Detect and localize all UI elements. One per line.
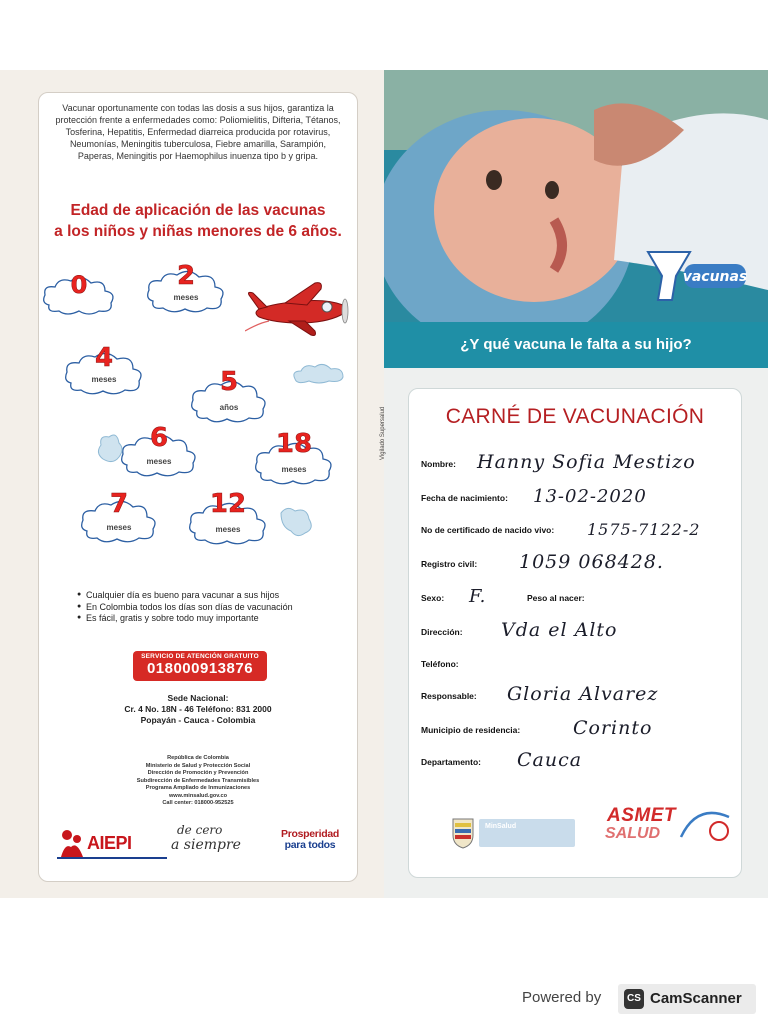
right-panel xyxy=(380,70,768,898)
age-unit-2: meses xyxy=(173,293,199,302)
field-row-nombre xyxy=(421,445,733,475)
age-unit-18: meses xyxy=(281,465,307,474)
asmet-text: ASMET xyxy=(607,805,676,826)
age-number-5: 5 xyxy=(219,367,239,397)
field-label: Departamento: xyxy=(421,757,481,767)
service-label: SERVICIO DE ATENCIÓN GRATUITO xyxy=(141,653,259,660)
age-cloud-0 xyxy=(39,271,119,319)
ministry-info xyxy=(49,755,347,808)
minsalud-text: MinSalud xyxy=(485,823,517,830)
field-value-responsable: Gloria Alvarez xyxy=(507,683,659,705)
age-number-6: 6 xyxy=(149,423,169,453)
scanned-brochure xyxy=(0,70,768,898)
prosperidad-logo xyxy=(277,829,343,851)
list-item: ● Cualquier día es bueno para vacunar a sus hijos xyxy=(77,590,347,602)
field-label-peso: Peso al nacer: xyxy=(527,593,585,603)
free-service-box xyxy=(133,651,267,681)
asmet-swoosh-icon xyxy=(677,807,733,847)
camscanner-watermark xyxy=(518,984,758,1016)
age-number-2: 2 xyxy=(176,261,196,291)
field-row-direccion xyxy=(421,613,733,643)
field-value-municipio: Corinto xyxy=(573,717,653,739)
age-unit-12: meses xyxy=(215,525,241,534)
colombia-shield-icon xyxy=(451,817,475,849)
field-row-certificado xyxy=(421,511,733,541)
ministry-line: Subdirección de Enfermedades Transmisibles xyxy=(136,777,260,784)
field-row-sexo xyxy=(421,579,733,609)
airplane-icon xyxy=(245,279,355,339)
field-row-fecha xyxy=(421,479,733,509)
field-label: Municipio de residencia: xyxy=(421,725,521,735)
aiepi-logo xyxy=(57,827,155,863)
field-label: Nombre: xyxy=(421,459,456,469)
salud-text: SALUD xyxy=(605,825,661,842)
field-row-registro xyxy=(421,545,733,575)
service-phone: 018000913876 xyxy=(146,660,254,677)
field-value-departamento: Cauca xyxy=(517,749,583,771)
camscanner-brand: CamScanner xyxy=(650,990,742,1007)
asmet-salud-logo xyxy=(603,805,735,859)
aiepi-text: AIEPI xyxy=(87,833,132,853)
camscanner-badge xyxy=(618,984,756,1014)
age-unit-5: años xyxy=(219,403,239,412)
cero-line-1: de cero xyxy=(177,823,223,837)
field-row-responsable xyxy=(421,677,733,707)
field-value-direccion: Vda el Alto xyxy=(501,619,618,641)
age-cloud-4 xyxy=(61,345,147,399)
age-number-7: 7 xyxy=(109,489,129,519)
small-cloud-decoration xyxy=(289,361,349,385)
sede-title: Sede Nacional: xyxy=(167,693,229,703)
minsalud-bar xyxy=(479,819,575,847)
vaccination-card xyxy=(408,388,742,878)
field-label: Responsable: xyxy=(421,691,477,701)
age-title-line-2: a los niños y niñas menores de 6 años. xyxy=(54,222,342,240)
supersalud-vertical: Vigilado Supersalud xyxy=(380,406,386,460)
field-label: Registro civil: xyxy=(421,559,478,569)
age-unit-4: meses xyxy=(91,375,117,384)
vacunas-badge xyxy=(640,246,750,308)
small-cloud-decoration xyxy=(277,503,317,539)
field-row-telefono xyxy=(421,645,733,675)
field-label: Fecha de nacimiento: xyxy=(421,493,508,503)
baby-photo xyxy=(384,70,768,368)
vaccine-info-card xyxy=(38,92,358,882)
card-title: CARNÉ DE VACUNACIÓN xyxy=(445,405,705,428)
field-value-registro: 1059 068428. xyxy=(519,551,664,573)
age-cloud-18 xyxy=(251,429,337,489)
badge-text: vacunas xyxy=(682,269,748,285)
small-cloud-decoration xyxy=(95,429,125,465)
field-row-departamento xyxy=(421,743,733,773)
powered-by-text: Powered by xyxy=(522,989,602,1006)
field-row-municipio xyxy=(421,711,733,741)
ministry-line: Ministerio de Salud y Protección Social xyxy=(145,762,251,769)
ministry-line: Programa Ampliado de Inmunizaciones xyxy=(145,785,251,792)
ministry-line: Call center: 018000-952525 xyxy=(162,800,234,807)
field-label: Teléfono: xyxy=(421,659,459,669)
age-number-0: 0 xyxy=(70,271,88,299)
national-headquarters xyxy=(49,693,347,726)
left-panel xyxy=(0,70,384,898)
sponsor-logos xyxy=(39,821,357,867)
prosperidad-line-1: Prosperidad xyxy=(281,828,339,840)
age-cloud-12 xyxy=(185,489,271,549)
field-value-certificado: 1575-7122-2 xyxy=(587,520,701,539)
field-value-sexo: F. xyxy=(469,586,487,607)
question-banner: ¿Y qué vacuna le falta a su hijo? xyxy=(384,322,768,368)
ministry-line: República de Colombia xyxy=(167,755,229,761)
age-title-line-1: Edad de aplicación de las vacunas xyxy=(70,202,326,219)
ministry-line: www.minsalud.gov.co xyxy=(168,792,228,799)
sede-address: Cr. 4 No. 18N - 46 Teléfono: 831 2000 xyxy=(124,704,272,715)
age-number-18: 18 xyxy=(275,429,313,459)
field-label: No de certificado de nacido vivo: xyxy=(421,525,555,535)
minsalud-logo xyxy=(451,817,581,849)
age-cloud-5 xyxy=(187,367,271,427)
tips-list xyxy=(77,590,347,625)
intro-text: Vacunar oportunamente con todas las dosis a sus hijos, garantiza la protección frente a enfermedades como: Poliomielitis, Difteria, Tétanos, Tosferina, Hepatitis, Enfermedad diarreica producida por rotavirus, Neumonías, Meningitis tuberculosa, Fiebre amarilla, Sarampión, Paperas, Meningitis por Haemophilus inuenza tipo b y gripa. xyxy=(55,103,341,161)
age-title xyxy=(45,201,351,243)
card-footer-logos xyxy=(409,797,741,861)
field-value-fecha: 13-02-2020 xyxy=(533,486,647,507)
ministry-line: Dirección de Promoción y Prevención xyxy=(147,770,249,777)
age-number-12: 12 xyxy=(209,489,247,519)
field-value-nombre: Hanny Sofia Mestizo xyxy=(477,451,696,473)
list-item: ● En Colombia todos los días son días de vacunación xyxy=(77,602,347,614)
sede-city: Popayán - Cauca - Colombia xyxy=(140,715,256,726)
field-label: Sexo: xyxy=(421,593,445,603)
field-label: Dirección: xyxy=(421,627,463,637)
cero-line-2: a siempre xyxy=(171,837,241,853)
age-unit-7: meses xyxy=(106,523,132,532)
prosperidad-line-2: para todos xyxy=(284,839,336,852)
age-unit-6: meses xyxy=(146,457,172,466)
age-cloud-7 xyxy=(77,489,161,547)
vacunas-logo-icon xyxy=(640,246,750,308)
age-number-4: 4 xyxy=(94,343,114,373)
camscanner-icon: CS xyxy=(624,989,644,1009)
list-item: ● Es fácil, gratis y sobre todo muy importante xyxy=(77,613,347,625)
aiepi-figure-icon xyxy=(57,827,87,859)
de-cero-a-siempre-logo xyxy=(171,823,251,863)
age-cloud-6 xyxy=(117,423,201,481)
age-cloud-2 xyxy=(143,261,229,317)
